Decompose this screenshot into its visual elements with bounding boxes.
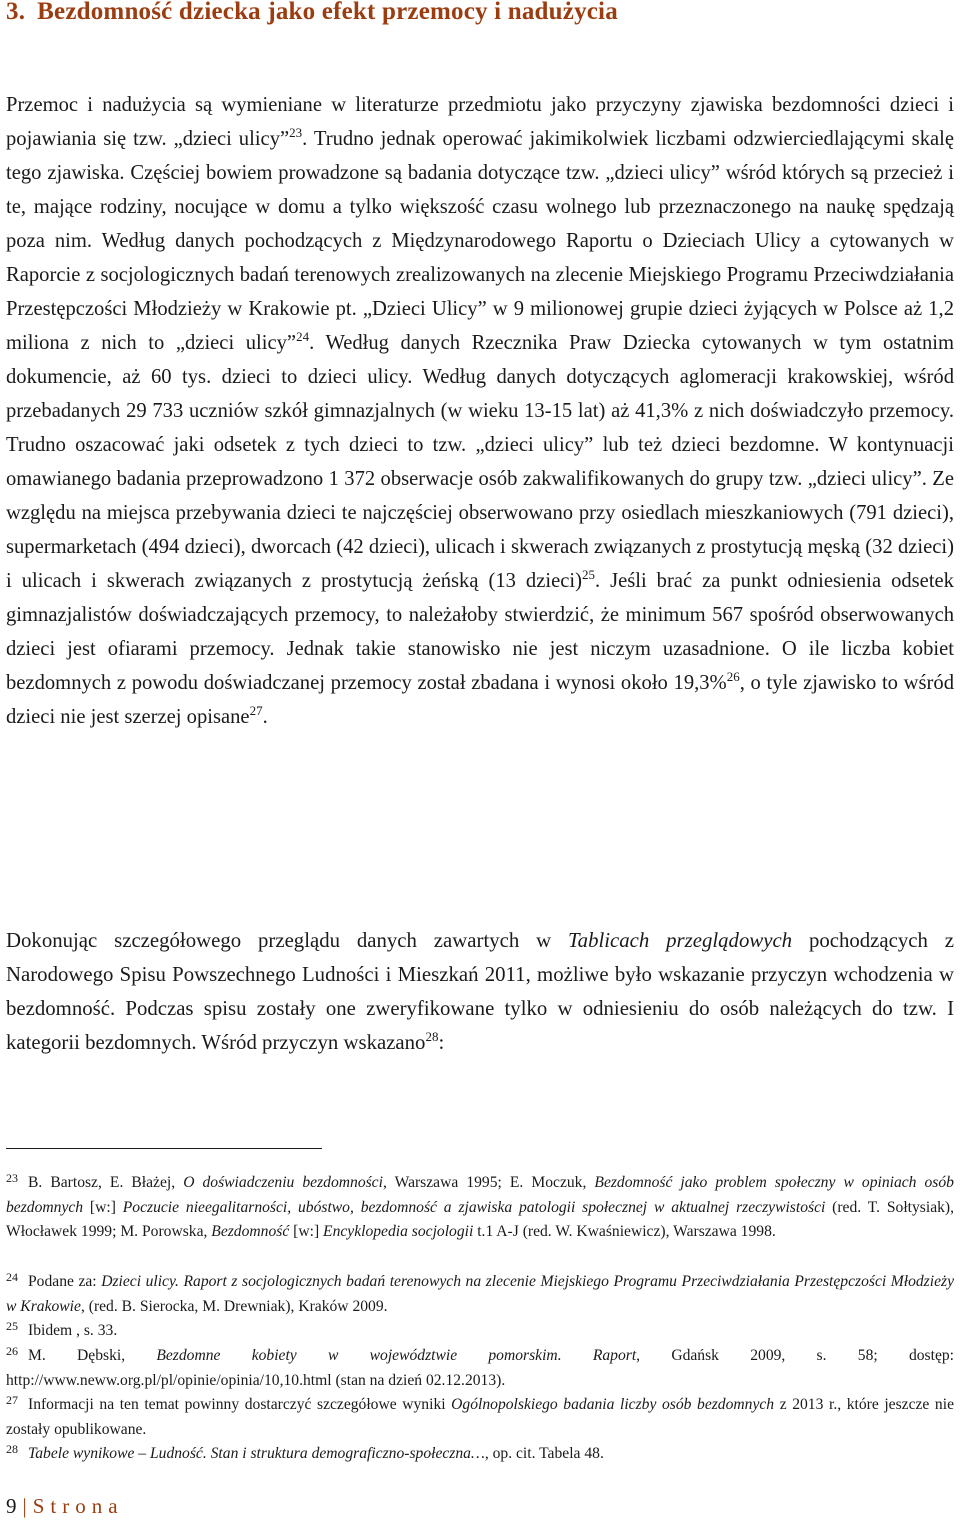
- footnote-text: z 2013 r., które jeszcze nie zostały opublikowane.: [6, 1396, 954, 1438]
- footnote-italic: Encyklopedia socjologii: [323, 1223, 474, 1241]
- body-paragraph-2: [6, 924, 954, 1060]
- section-number: 3.: [6, 0, 26, 25]
- page-number: 9: [6, 1494, 17, 1518]
- footnote-italic: Dzieci ulicy. Raport z socjologicznych badań terenowych na zlecenie Miejskiego Programu Przeciwdziałania Przestępczości Młodzieży w Krakowie: [6, 1273, 954, 1315]
- footer-separator: |: [22, 1494, 27, 1518]
- footer-label: Strona: [32, 1494, 124, 1518]
- footnote-24: [6, 1270, 954, 1319]
- page-footer: [6, 1494, 124, 1519]
- paragraph-text: .: [262, 706, 268, 728]
- paragraph-text: , o tyle zjawisko to wśród dzieci nie jest szerzej opisane: [6, 672, 954, 728]
- footnote-number: 26: [6, 1344, 18, 1358]
- paragraph-text: Przemoc i nadużycia są wymieniane w literaturze przedmiotu jako przyczyny zjawiska bezdomności dzieci i pojawiania się tzw. „dzieci ulicy”: [6, 94, 954, 150]
- body-paragraph-1: [6, 88, 954, 734]
- footnote-text: Ibidem , s. 33.: [28, 1322, 118, 1339]
- footnote-italic: Poczucie nieegalitarności, ubóstwo, bezdomność a zjawiska patologii społecznej w aktualnej rzeczywistości: [122, 1198, 826, 1216]
- document-page: [6, 0, 954, 1525]
- footnote-ref-24[interactable]: 24: [296, 329, 310, 344]
- footnote-text: Informacji na ten temat powinny dostarczyć szczegółowe wyniki: [28, 1396, 452, 1413]
- paragraph-text: . Według danych Rzecznika Praw Dziecka cytowanych w tym ostatnim dokumencie, aż 60 tys. dzieci to dzieci ulicy. Według danych dotyczących aglomeracji krakowskiej, wśród przebadanych 29 733 uczniów szkół gimnazjalnych (w wieku 13-15 lat) aż 41,3% z nich doświadczyło przemocy. Trudno oszacować jaki odsetek z tych dzieci to tzw. „dzieci ulicy” lub też dzieci bezdomne. W kontynuacji omawianego badania przeprowadzono 1 372 obserwacje osób zakwalifikowanych do grupy tzw. „dzieci ulicy”. Ze względu na miejsca przebywania dzieci te najczęściej obserwowano przy osiedlach mieszkaniowych (791 dzieci), supermarketach (494 dzieci), dworcach (42 dzieci), ulicach i skwerach związanych z prostytucją męską (32 dzieci) i ulicach i skwerach związanych z prostytucją żeńską (13 dzieci): [6, 332, 954, 592]
- footnote-italic: O doświadczeniu bezdomności: [183, 1174, 383, 1191]
- italic-title: Tablicach przeglądowych: [568, 929, 793, 952]
- footnote-text: , op. cit. Tabela 48.: [484, 1445, 604, 1462]
- footnote-text: [w:]: [289, 1223, 324, 1241]
- footnote-number: 27: [6, 1393, 18, 1407]
- section-heading: [6, 0, 618, 26]
- footnote-ref-28[interactable]: 28: [425, 1029, 439, 1044]
- footnote-text: [w:]: [83, 1198, 123, 1216]
- paragraph-text: Dokonując szczegółowego przeglądu danych zawartych w: [6, 929, 569, 952]
- footnote-number: 25: [6, 1319, 18, 1333]
- paragraph-text: . Trudno jednak operować jakimikolwiek liczbami odzwierciedlającymi skalę tego zjawiska. Częściej bowiem prowadzone są badania dotyczące tzw. „dzieci ulicy” wśród których są przecież i te, mające rodziny, nocujące w domu a tylko większość czasu wolnego lub przeznaczonego na naukę spędzają poza nim. Według danych pochodzących z Międzynarodowego Raportu o Dzieciach Ulicy a cytowanych w Raporcie z socjologicznych badań terenowych zrealizowanych na zlecenie Miejskiego Programu Przeciwdziałania Przestępczości Młodzieży w Krakowie pt. „Dzieci Ulicy” w 9 milionowej grupie dzieci żyjących w Polsce aż 1,2 miliona z nich to „dzieci ulicy”: [6, 128, 955, 354]
- footnote-ref-26[interactable]: 26: [726, 669, 740, 684]
- footnote-italic: Bezdomność: [211, 1223, 290, 1241]
- footnote-italic: Bezdomne kobiety w województwie pomorskim. Raport: [156, 1347, 637, 1364]
- footnote-divider: [6, 1148, 322, 1149]
- footnote-ref-27[interactable]: 27: [249, 703, 263, 718]
- footnote-text: B. Bartosz, E. Błażej,: [28, 1174, 184, 1191]
- footnote-27: [6, 1393, 954, 1442]
- footnote-italic: Ogólnopolskiego badania liczby osób bezdomnych: [451, 1396, 775, 1413]
- footnote-ref-23[interactable]: 23: [289, 125, 303, 140]
- footnote-text: t.1 A-J (red. W. Kwaśniewicz), Warszawa 1998.: [473, 1223, 776, 1241]
- paragraph-text: :: [438, 1031, 445, 1054]
- footnote-number: 28: [6, 1442, 18, 1456]
- footnote-text: , Warszawa 1995; E. Moczuk,: [382, 1174, 595, 1191]
- footnote-25: [6, 1319, 954, 1344]
- footnote-text: Podane za:: [28, 1273, 102, 1290]
- footnote-italic: Bezdomność jako problem społeczny w opiniach osób bezdomnych: [6, 1174, 954, 1216]
- footnote-number: 23: [6, 1171, 18, 1185]
- footnote-ref-25[interactable]: 25: [581, 567, 595, 582]
- footnote-italic: Tabele wynikowe – Ludność. Stan i struktura demograficzno-społeczna…: [28, 1445, 485, 1462]
- footnote-text: , (red. B. Sierocka, M. Drewniak), Kraków 2009.: [80, 1297, 388, 1315]
- footnote-text: M. Dębski,: [28, 1347, 157, 1364]
- paragraph-text: pochodzących z Narodowego Spisu Powszechnego Ludności i Mieszkań 2011, możliwe było wskazanie przyczyn wchodzenia w bezdomność. Podczas spisu zostały one zweryfikowane tylko w odniesieniu do osób należących do tzw. I kategorii bezdomnych. Wśród przyczyn wskazano: [6, 929, 954, 1054]
- footnote-23: [6, 1171, 954, 1245]
- footnote-text: (red. T. Sołtysiak), Włocławek 1999; M. Porowska,: [6, 1198, 955, 1241]
- section-title: Bezdomność dziecka jako efekt przemocy i nadużycia: [37, 0, 618, 25]
- footnote-28: [6, 1442, 954, 1467]
- paragraph-text: . Jeśli brać za punkt odniesienia odsetek gimnazjalistów doświadczających przemocy, to należałoby stwierdzić, że minimum 567 spośród obserwowanych dzieci jest ofiarami przemocy. Jednak takie stanowisko nie jest niczym uzasadnione. O ile liczba kobiet bezdomnych z powodu doświadczanej przemocy został zbadana i wynosi około 19,3%: [6, 570, 954, 694]
- footnote-number: 24: [6, 1270, 18, 1284]
- footnote-text: , Gdańsk 2009, s. 58; dostęp: http://www.neww.org.pl/pl/opinie/opinia/10,10.html (stan na dzień 02.12.2013).: [6, 1347, 955, 1389]
- footnote-26: [6, 1344, 954, 1393]
